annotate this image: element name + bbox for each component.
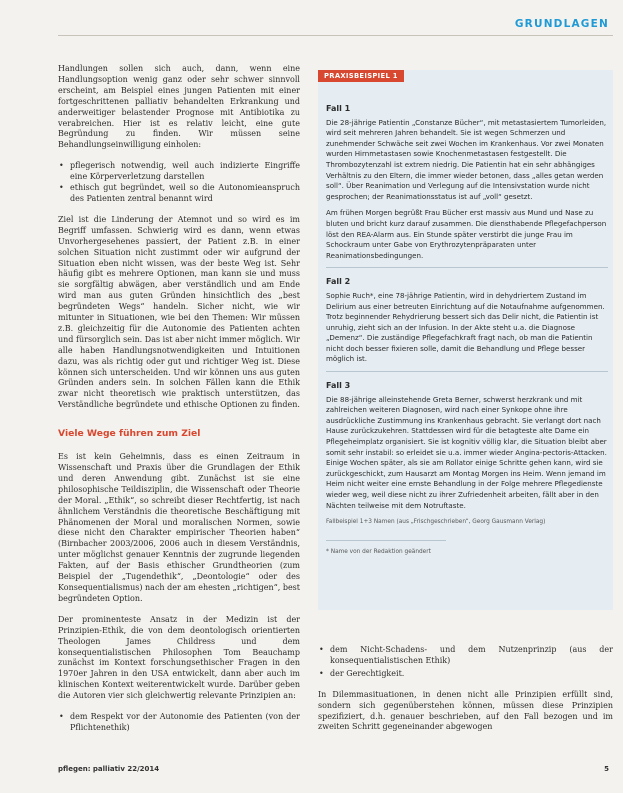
- bullet-list: [318, 645, 613, 680]
- bullet-item: • dem Nicht-Schadens- und dem Nutzenprinzip (aus der konsequentialistischen Ethik): [318, 645, 613, 667]
- case-source: Fallbeispiel 1+3 Namen (aus „Frischgeschrieben“, Georg Gausmann Verlag): [326, 519, 546, 526]
- section-subheading: Viele Wege führen zum Ziel: [58, 428, 201, 440]
- bullet-list: [58, 161, 300, 205]
- page-number: 5: [604, 765, 609, 773]
- case-text: Die 28-jährige Patientin „Constanze Bücher“, mit metastasiertem Tumorleiden, wird seit mehreren Jahren behandelt. Sie ist wegen Schmerzen und zunehmender Schwäche seit zwei Wochen im Krankenhaus. Vor zwei Monaten wurden Hirnmetastasen sowie Knochenmetastasen festgestellt. Die Thrombozytenzahl ist extrem niedrig. Die Patientin hat ein sehr abhängiges Verhältnis zu den Eltern, die immer wieder betonen, dass „alles getan werden soll“. Über Reanimation und Verlegung auf die Intensivstation wurde nicht gesprochen; der Reanimationsstatus ist auf „voll“ gesetzt.: [326, 117, 607, 201]
- journal-name: pflegen: palliativ 22/2014: [58, 765, 160, 773]
- case-1: [326, 104, 608, 261]
- box-tag: PRAXISBEISPIEL 1: [318, 70, 404, 82]
- practice-example-box: [318, 70, 613, 610]
- footnote-rule: [326, 540, 446, 541]
- bullet-item: • pflegerisch notwendig, weil auch indizierte Eingriffe eine Körperverletzung darstellen: [58, 161, 300, 183]
- case-2: [326, 277, 608, 365]
- body-paragraph: In Dilemmasituationen, in denen nicht alle Prinzipien erfüllt sind, sondern sich gegenüberstehen können, müssen diese Prinzipien spezifiziert, d.h. genauer beschrieben, auf den Fall bezogen und im zweiten Schritt gegeneinander abgewogen: [318, 689, 613, 732]
- case-divider: [326, 371, 608, 372]
- bullet-item: • dem Respekt vor der Autonomie des Patienten (von der Pflichtenethik): [58, 712, 300, 734]
- case-divider: [326, 267, 608, 268]
- case-text: Die 88-jährige alleinstehende Greta Berner, schwerst herzkrank und mit zahlreichen weiteren Diagnosen, wird nach einer Synkope ohne ihre ausdrückliche Zustimmung ins Krankenhaus gebracht. Sie verlangt dort nach Hause zurückzukehren. Stattdessen wird für die betagteste alte Dame ein Pflegeheimplatz organisiert. Sie ist kognitiv völlig klar, die Situation bleibt aber somit sehr instabil: so erleidet sie u.a. immer wieder Angina-pectoris-Attacken. Einige Wochen später, als sie am Rollator einige Schritte gehen kann, wird sie zurückgeschickt, zum Hausarzt am Montag Morgen ins Heim. Wenn jemand im Heim nicht weiter eine ernste Behandlung in der Folge mehrere Pflegedienste wieder weg, weil diese nicht zu ihrer Zufriedenheit arbeiten, fällt aber in den Nächten teilweise mit dem Notruftaste.: [326, 394, 607, 510]
- body-paragraph: Handlungen sollen sich auch, dann, wenn eine Handlungsoption wenig ganz oder sehr schwer sinnvoll erscheint, am Beispiel eines jungen Patienten mit einer fortgeschrittenen palliativ behandelten Erkrankung und anderweitiger belastender Prognose mit Antibiotika zu verabreichen. Hier ist es relativ leicht, eine gute Begründung zu finden. Wir müssen seine Behandlungseinwilligung einholen:: [58, 64, 300, 150]
- case-text: Sophie Ruch*, eine 78-jährige Patientin, wird in dehydriertem Zustand im Delirium aus einer betreuten Einrichtung auf die Notaufnahme aufgenommen. Trotz beginnender Rehydrierung bessert sich das Delir nicht, die Patientin ist unruhig, zieht sich an der Infusion. In der Akte steht u.a. die Diagnose „Demenz“. Die zuständige Pflegefachkraft fragt nach, ob man die Patientin nicht doch besser fixieren solle, damit die Behandlung und Pflege besser möglich ist.: [326, 290, 605, 364]
- footnote: * Name von der Redaktion geändert: [326, 548, 431, 555]
- left-column: [58, 64, 300, 744]
- body-paragraph: Es ist kein Geheimnis, dass es einen Zeitraum in Wissenschaft und Praxis über die Grundlagen der Ethik und deren Anwendung gibt. Zunächst ist sie eine philosophische Teildisziplin, die Wissenschaft oder Theorie der Moral. „Ethik“, so schreibt dieser Rechtfertig, ist nach ähnlichem Verständnis die theoretische Beschäftigung mit Phänomenen der Moral und moralischen Normen, sowie diese nicht den Charakter empirischer Theorien haben“ (Birnbacher 2003/2006, 2006 auch in diesem Verständnis, unter möglichst genauer Kenntnis der zugrunde liegenden Fakten, auf der Basis ethischer Grundtheorien (zum Beispiel der „Tugendethik“, „Deontologie“ oder des Konsequentialismus) nach der am ehesten „richtigen“, best begründeten Option.: [58, 452, 300, 603]
- bullet-item: • ethisch gut begründet, weil so die Autonomieanspruch des Patienten zentral benannt wird: [58, 183, 300, 205]
- case-text: Am frühen Morgen begrüßt Frau Bücher erst massiv aus Mund und Nase zu bluten und bricht kurz darauf zusammen. Die diensthabende Pflegefachperson löst den REA-Alarm aus. Ein Stunde später verstirbt die junge Frau im Schockraum unter Gabe von Erythrozytenpräparaten unter Reanimationsbedingungen.: [326, 208, 607, 260]
- page-footer: [58, 765, 609, 773]
- case-title: Fall 3: [326, 381, 351, 391]
- case-title: Fall 1: [326, 104, 351, 113]
- section-header: GRUNDLAGEN: [514, 18, 609, 30]
- case-3: [326, 381, 608, 511]
- header-rule: [58, 35, 613, 36]
- bullet-item: • der Gerechtigkeit.: [318, 669, 613, 680]
- box-content: [326, 104, 608, 557]
- case-title: Fall 2: [326, 277, 351, 287]
- right-column-bottom: [318, 645, 613, 733]
- body-paragraph: Ziel ist die Linderung der Atemnot und so wird es im Begriff umfassen. Schwierig wird es dann, wenn etwas Unvorhergesehenes passiert, der Patient z.B. in einer solchen Situation nicht zustimmt oder wir aufgrund der Situation eben nicht wissen, was der beste Weg ist. Sehr häufig gibt es mehrere Optionen, man kann sie und muss sie sorgfältig abwägen, aber verständlich und am Ende wird man aus guten Gründen hinsichtlich des „best begründeten Wegs“ handeln. Sicher nicht, wie wir mitunter in Situationen, wie bei den Themen: Wir müssen z.B. gleichzeitig für die Autonomie des Patienten achten und fürsorglich sein. Das ist aber nicht immer möglich. Wir alle haben Handlungsnotwendigkeiten und Intuitionen dazu, was als richtig oder gut und richtiger Weg ist. Diese können sich unterscheiden. Und wir können uns aus guten Gründen anders sein. In solchen Fällen kann die Ethik zwar nicht theoretisch wie praktisch unterstützen, das Verständliche begründete und ethische Optionen zu finden.: [58, 214, 300, 410]
- bullet-list: [58, 712, 300, 734]
- body-paragraph: Der prominenteste Ansatz in der Medizin ist der Prinzipien-Ethik, die von dem deontologisch orientierten Theologen James Childress und dem konsequentialistischen Philosophen Tom Beauchamp zunächst im Kontext forschungsethischer Fragen in den 1970er Jahren in den USA entwickelt, dann aber auch im klinischen Kontext weiterentwickelt wurde. Darüber geben die Autoren vier sich gleichwertig relevante Prinzipien an:: [58, 614, 300, 701]
